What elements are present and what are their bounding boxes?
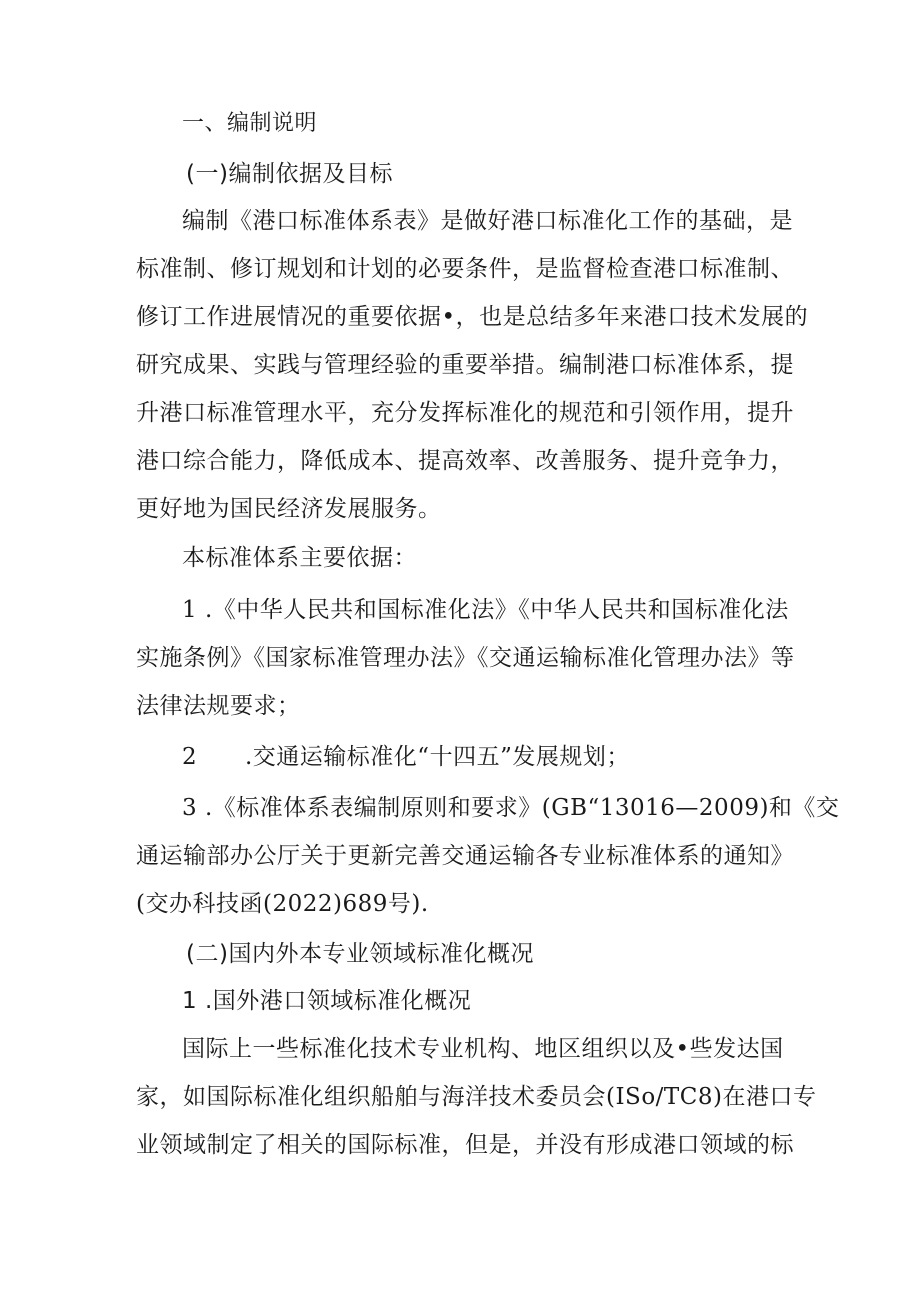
list-item-line: 法律法规要求； [136,693,301,719]
section-title: 一、编制说明 [182,111,318,136]
list-item-line: 1 .《中华人民共和国标准化法》《中华人民共和国标准化法 [182,597,789,623]
paragraph-line: 编制《港口标准体系表》是做好港口标准化工作的基础，是 [182,208,793,234]
paragraph-line: 修订工作进展情况的重要依据•，也是总结多年来港口技术发展的 [136,304,809,330]
subsubsection-title: 1 .国外港口领域标准化概况 [182,988,472,1014]
list-item-number: 2 [182,744,198,770]
list-item-line: (交办科技函(2022)689号). [136,891,429,917]
list-item-line: .交通运输标准化“十四五”发展规划； [245,744,630,770]
paragraph-basis-intro: 本标准体系主要依据： [182,545,417,571]
paragraph-line: 标准制、修订规划和计划的必要条件，是监督检查港口标准制、 [136,256,794,282]
paragraph-line: 研究成果、实践与管理经验的重要举措。编制港口标准体系，提 [136,352,794,378]
paragraph-line: 升港口标准管理水平，充分发挥标准化的规范和引领作用，提升 [136,400,794,426]
list-item-line: 实施条例》《国家标准管理办法》《交通运输标准化管理办法》等 [136,645,795,671]
paragraph-line: 家，如国际标准化组织船舶与海洋技术委员会(ISo/TC8)在港口专 [136,1084,817,1110]
subsection-title: (一)编制依据及目标 [186,161,393,187]
subsection-title: (二)国内外本专业领域标准化概况 [186,941,534,967]
paragraph-line: 国际上一些标准化技术专业机构、地区组织以及•些发达国 [182,1036,784,1062]
paragraph-line: 港口综合能力，降低成本、提高效率、改善服务、提升竞争力， [136,448,794,474]
paragraph-line: 更好地为国民经济发展服务。 [136,496,442,522]
list-item-line: 3 .《标准体系表编制原则和要求》(GB“13016—2009)和《交 [182,795,840,821]
list-item-line: 通运输部办公厅关于更新完善交通运输各专业标准体系的通知》 [136,843,794,869]
paragraph-line: 业领域制定了相关的国际标准，但是，并没有形成港口领域的标 [136,1132,794,1158]
